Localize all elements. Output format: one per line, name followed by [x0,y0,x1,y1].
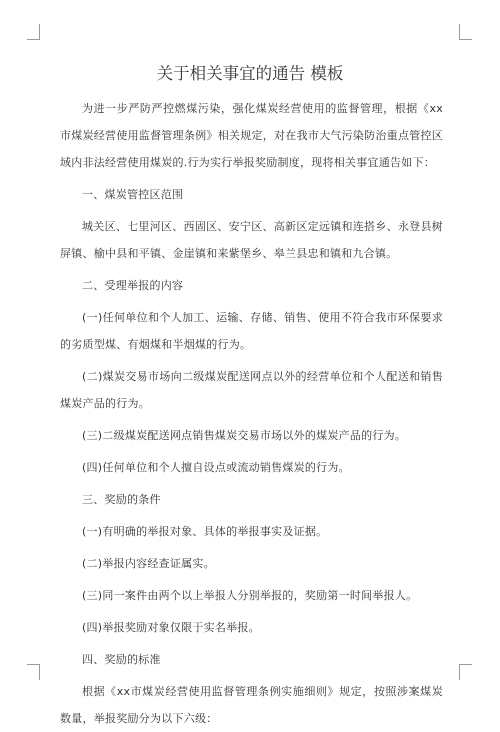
list-item-3-4: (四)举报奖励对象仅限于实名举报。 [82,621,260,634]
section-heading-2: 二、受理举报的内容 [82,279,184,292]
section-heading-4: 四、奖励的标准 [82,653,161,666]
section-heading-1: 一、煤炭管控区范围 [82,188,184,201]
crop-mark-bottom-left [27,664,40,680]
paragraph-reward-standard: 根据《xx市煤炭经营使用监督管理条例实施细则》规定，按照涉案煤炭数量，举报奖励分为以下六级： [60,685,443,725]
list-item-3-1: (一)有明确的举报对象、具体的举报事实及证据。 [82,525,328,538]
list-item-2-4: (四)任何单位和个人擅自设点或流动销售煤炭的行为。 [82,461,350,474]
list-item-3-3: (三)同一案件由两个以上举报人分别举报的，奖励第一时间举报人。 [82,589,418,602]
document-title: 关于相关事宜的通告 模板 [156,64,344,83]
crop-mark-top-left [27,24,40,40]
list-item-3-2: (二)举报内容经查证属实。 [82,557,215,570]
list-item-2-2: (二)煤炭交易市场向二级煤炭配送网点以外的经营单位和个人配送和销售煤炭产品的行为。 [60,370,443,410]
paragraph-intro: 为进一步严防严控燃煤污染，强化煤炭经营使用的监督管理，根据《xx市煤炭经营使用监督管理条例》相关规定，对在我市大气污染防治重点管控区域内非法经营使用煤炭的.行为实行举报奖励制度，现将相关事宜通告如下： [60,102,443,169]
list-item-2-1: (一)任何单位和个人加工、运输、存储、销售、使用不符合我市环保要求的劣质型煤、有烟煤和半烟煤的行为。 [60,311,443,351]
list-item-2-3: (三)二级煤炭配送网点销售煤炭交易市场以外的煤炭产品的行为。 [82,429,407,442]
document-body [60,95,443,732]
section-heading-3: 三、奖励的条件 [82,493,161,506]
paragraph-scope: 城关区、七里河区、西固区、安宁区、高新区定远镇和连搭乡、永登县树屏镇、榆中县和平镇、金崖镇和来紫堡乡、皋兰县忠和镇和九合镇。 [60,220,443,260]
crop-mark-bottom-right [459,664,472,680]
crop-mark-top-right [459,24,472,40]
